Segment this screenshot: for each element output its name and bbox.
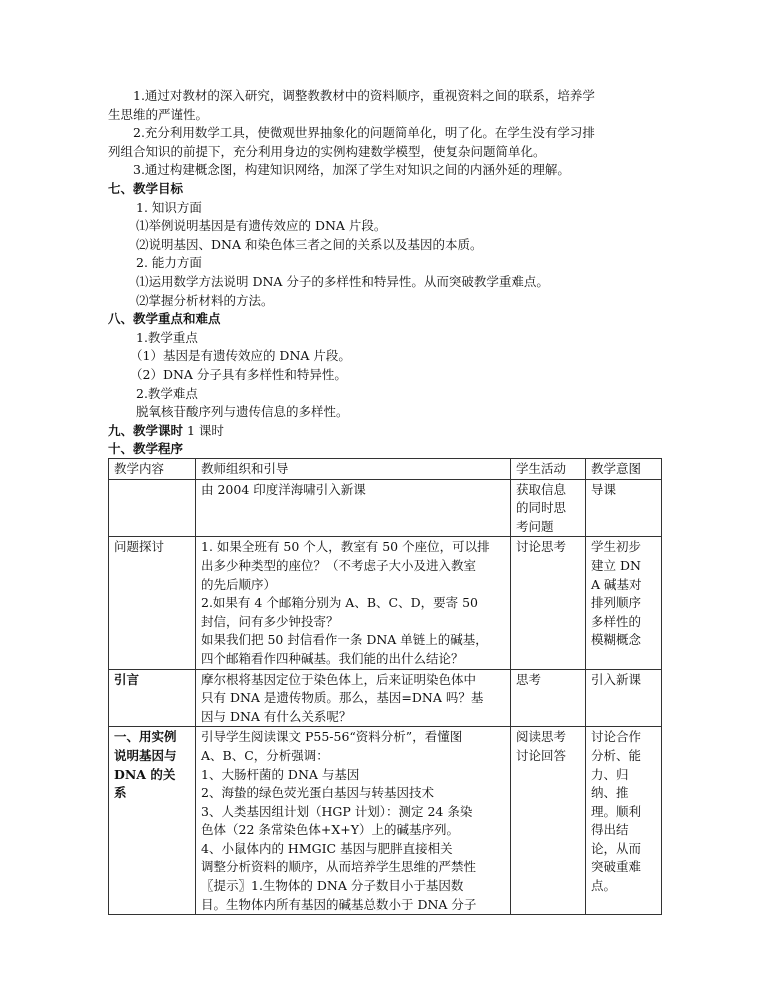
cell-line: 论，从而 [591,840,642,856]
cell-intent [586,669,662,727]
cell-line: 3、人类基因组计划（HGP 计划）：测定 24 条染 [201,803,473,819]
cell-line: 模糊概念 [591,632,642,648]
cell-line: 一、用实例 [114,729,177,745]
cell-line: 摩尔根将基因定位于染色体上，后来证明染色体中 [201,671,477,687]
table-row [109,537,662,669]
intro-paragraph-2 [108,124,660,161]
intro-paragraph-1 [108,87,660,124]
cell-line: 如果我们把 50 封信看作一条 DNA 单链上的碱基， [201,632,488,648]
table-row [109,727,662,915]
cell-line: 2、海蛰的绿色荧光蛋白基因与转基因技术 [201,785,434,801]
cell-line: 4、小鼠体内的 HMGIC 基因与肥胖直接相关 [201,840,453,856]
key-item: （2）DNA 分子具有多样性和特异性。 [130,366,347,382]
hours-value: 1 课时 [183,422,224,438]
cell-intent [586,479,662,537]
text-line: 列组合知识的前提下，充分利用身边的实例构建数学模型，使复杂问题简单化。 [108,143,546,159]
procedure-table [108,458,662,915]
cell-line: 排列顺序 [591,595,642,611]
section-heading-objectives: 七、教学目标 [108,180,184,196]
cell-guide [196,669,511,727]
cell-intent [586,727,662,915]
cell-line: A 碱基对 [591,576,642,592]
cell-line: A、B、C，分析强调： [201,747,329,763]
cell-line: 的先后顺序） [201,576,277,592]
cell-line: 学生初步 [591,539,642,555]
cell-line: 讨论思考 [516,539,567,555]
ability-item: ⑵掌握分析材料的方法。 [136,292,274,308]
difficulty-text: 脱氧核苷酸序列与遗传信息的多样性。 [136,404,349,420]
cell-line: 〖提示〗1.生物体的 DNA 分子数目小于基因数 [201,878,464,894]
cell-line: 由 2004 印度洋海啸引入新课 [201,481,366,497]
knowledge-item: ⑵说明基因、DNA 和染色体三者之间的关系以及基因的本质。 [136,236,483,252]
cell-line: 目。生物体内所有基因的碱基总数小于 DNA 分子 [201,896,477,912]
intro-paragraph-3 [108,161,660,180]
cell-activity [511,537,586,669]
cell-line: 讨论合作 [591,729,642,745]
cell-line: 系 [114,785,127,801]
cell-content [109,727,196,915]
cell-line: 建立 DN [591,557,641,573]
cell-intent [586,537,662,669]
cell-line: 思考 [516,671,542,687]
table-row [109,669,662,727]
text-line: 1.通过对教材的深入研究，调整教教材中的资料顺序，重视资料之间的联系，培养学 [133,88,595,103]
text-line: 生思维的严谨性。 [108,106,209,122]
cell-line: 问题探讨 [114,539,165,555]
cell-line: 1、大肠杆菌的 DNA 与基因 [201,766,360,782]
table-header-row [109,459,662,480]
cell-line: 2.如果有 4 个邮箱分别为 A、B、C、D，要寄 50 [201,595,478,611]
key-item: （1）基因是有遗传效应的 DNA 片段。 [130,348,351,364]
cell-line: 说明基因与 [114,747,177,763]
cell-line: 调整分析资料的顺序，从而培养学生思维的严禁性 [201,859,477,875]
cell-line: 考问题 [516,518,554,534]
cell-line: 突破重难 [591,859,642,875]
subheading-knowledge: 1. 知识方面 [136,199,202,215]
cell-content [109,669,196,727]
cell-line: 因与 DNA 有什么关系呢？ [201,708,352,724]
cell-line: 讨论回答 [516,747,567,763]
text-line: 2.充分利用数学工具，使微观世界抽象化的问题简单化，明了化。在学生没有学习排 [133,125,595,141]
header-cell-guide: 教师组织和引导 [196,459,511,480]
cell-line: 力、归 [591,766,629,782]
cell-line: 色体（22 条常染色体+X+Y）上的碱基序列。 [201,822,459,838]
cell-activity [511,669,586,727]
cell-line: 四个邮箱看作四种碱基。我们能的出什么结论？ [201,650,464,666]
cell-line: 得出结 [591,822,629,838]
cell-line: 出多少种类型的座位？（不考虑子大小及进入教室 [201,557,477,573]
hours-label: 九、教学课时 [108,422,184,438]
cell-activity [511,479,586,537]
section-heading-hours [108,422,660,441]
cell-line: 多样性的 [591,613,642,629]
text-line: 3.通过构建概念图，构建知识网络，加深了学生对知识之间的内涵外延的理解。 [133,162,570,178]
cell-line: DNA 的关 [114,766,176,782]
cell-activity [511,727,586,915]
subheading-ability: 2. 能力方面 [136,255,202,271]
cell-line: 导课 [591,481,617,497]
cell-line: 引言 [114,671,140,687]
document-page [108,87,660,459]
cell-guide [196,479,511,537]
header-cell-activity: 学生活动 [511,459,586,480]
subheading-difficulty: 2.教学难点 [136,385,198,401]
cell-content [109,537,196,669]
cell-content [109,479,196,537]
cell-line: 只有 DNA 是遗传物质。那么，基因=DNA 吗？基 [201,690,484,706]
knowledge-item: ⑴举例说明基因是有遗传效应的 DNA 片段。 [136,218,387,234]
cell-guide [196,537,511,669]
header-cell-intent: 教学意图 [586,459,662,480]
header-cell-content: 教学内容 [109,459,196,480]
ability-item: ⑴运用数学方法说明 DNA 分子的多样性和特异性。从而突破教学重难点。 [136,273,549,289]
subheading-key: 1.教学重点 [136,329,198,345]
section-heading-key-points: 八、教学重点和难点 [108,311,221,327]
cell-line: 理。顺利 [591,803,642,819]
cell-line: 获取信息 [516,481,567,497]
cell-line: 引入新课 [591,671,642,687]
cell-line: 封信，问有多少钟投寄？ [201,613,339,629]
section-heading-procedure: 十、教学程序 [108,441,184,457]
cell-guide [196,727,511,915]
cell-line: 分析、能 [591,747,642,763]
cell-line: 点。 [591,878,617,894]
table-row [109,479,662,537]
cell-line: 阅读思考 [516,729,567,745]
cell-line: 引导学生阅读课文 P55-56“资料分析”，看懂图 [201,729,463,745]
cell-line: 的同时思 [516,500,567,516]
cell-line: 纳、推 [591,785,629,801]
cell-line: 1. 如果全班有 50 个人，教室有 50 个座位，可以排 [201,539,490,555]
